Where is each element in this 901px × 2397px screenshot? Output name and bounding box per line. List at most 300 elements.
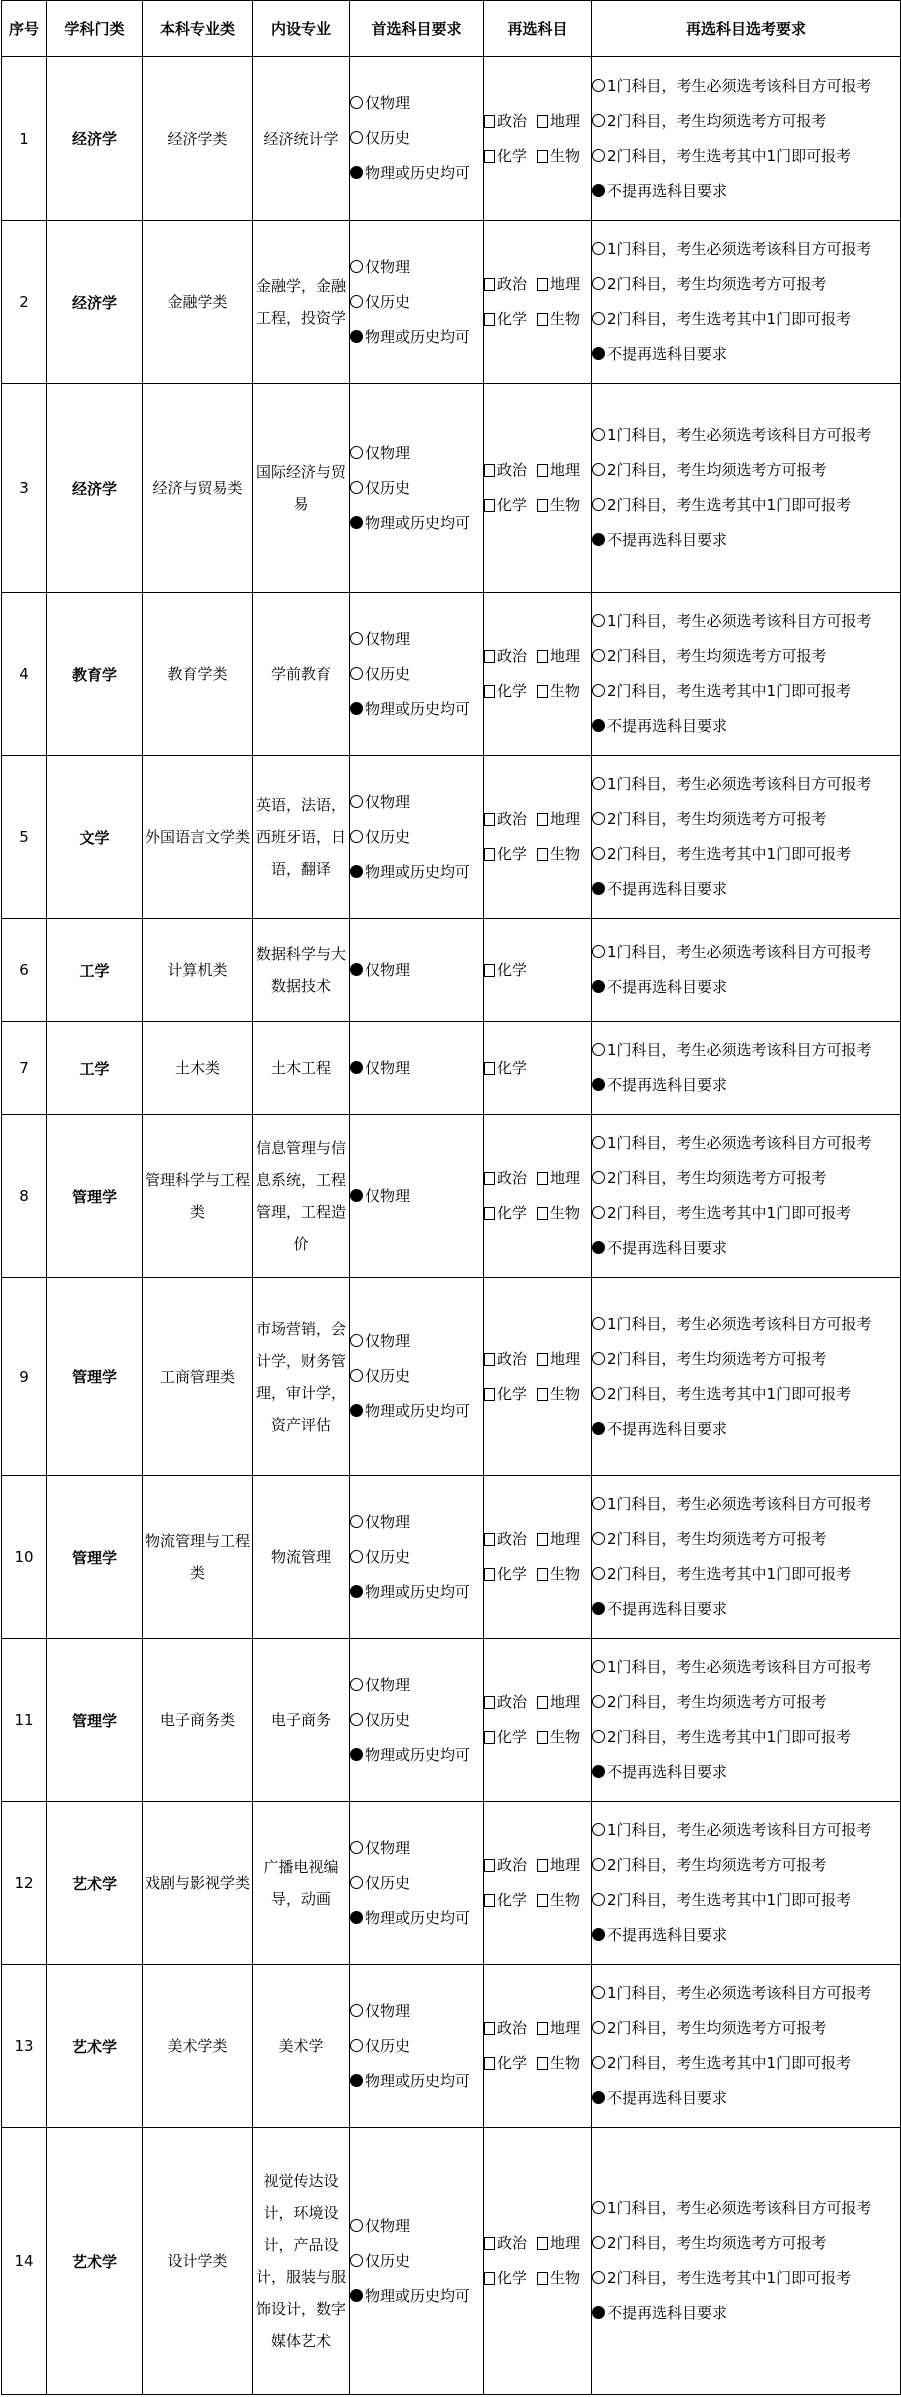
discipline-category: 管理学: [47, 1639, 143, 1802]
unselected-option-icon: [592, 2201, 605, 2214]
majors-list: 电子商务: [253, 1639, 350, 1802]
requirement-option: [592, 302, 900, 337]
elective-subject-label: 政治: [497, 111, 528, 130]
checkbox-icon: [537, 2057, 548, 2070]
major-class: 计算机类: [143, 919, 253, 1022]
table-row: [2, 1802, 901, 1965]
unselected-option-icon: [350, 1876, 363, 1889]
first-subject-option-label: 物理或历史均可: [365, 1745, 471, 1764]
requirement-option-label: 不提再选科目要求: [607, 1076, 728, 1094]
elective-subject-line: [484, 139, 591, 174]
elective-subject-label: 地理: [550, 111, 581, 130]
first-subject-option-label: 仅历史: [365, 1873, 411, 1892]
elective-subject-label: 生物: [550, 310, 581, 328]
checkbox-icon: [537, 1696, 548, 1709]
first-subject-option: [350, 436, 483, 471]
unselected-option-icon: [592, 463, 605, 476]
unselected-option-icon: [592, 2236, 605, 2249]
elective-subject-label: 化学: [497, 2054, 528, 2072]
selected-option-icon: [350, 702, 363, 715]
requirement-option-label: 不提再选科目要求: [607, 1419, 728, 1438]
first-subject-option: [350, 1359, 483, 1394]
elective-subjects: [484, 1476, 592, 1639]
selected-option-icon: [592, 347, 605, 360]
table-row: [2, 1115, 901, 1278]
first-subject-option-label: 仅历史: [365, 478, 411, 497]
discipline-category: 艺术学: [47, 1802, 143, 1965]
checkbox-icon: [537, 1388, 548, 1401]
checkbox-icon: [484, 2057, 495, 2070]
checkbox-icon: [484, 2237, 495, 2250]
discipline-category: 艺术学: [47, 1965, 143, 2128]
selected-option-icon: [592, 184, 605, 197]
checkbox-icon: [484, 813, 495, 826]
elective-subject-line: [484, 453, 591, 488]
requirement-option-label: 2门科目，考生均须选考方可报考: [607, 1349, 827, 1368]
elective-subject-label: 地理: [550, 1530, 581, 1548]
requirement-option-label: 1门科目，考生必须选考该科目方可报考: [607, 426, 872, 444]
requirement-option-label: 1门科目，考生必须选考该科目方可报考: [607, 1314, 872, 1333]
requirement-option-label: 1门科目，考生必须选考该科目方可报考: [607, 1821, 872, 1839]
elective-subject-line: [484, 953, 591, 988]
first-subject-option-label: 物理或历史均可: [365, 327, 471, 346]
requirement-option: [592, 837, 900, 872]
first-subject-option-label: 仅历史: [365, 1710, 411, 1729]
selected-option-icon: [350, 2074, 363, 2087]
elective-requirements: [592, 1639, 901, 1802]
unselected-option-icon: [592, 847, 605, 860]
elective-subject-label: 生物: [550, 1891, 581, 1909]
requirement-option-label: 2门科目，考生选考其中1门即可报考: [607, 845, 852, 863]
first-subject-option-label: 物理或历史均可: [365, 164, 471, 182]
first-subject-option-label: 仅物理: [365, 1512, 411, 1531]
row-index: 12: [2, 1802, 47, 1965]
discipline-category: 经济学: [47, 221, 143, 384]
unselected-option-icon: [350, 446, 363, 459]
unselected-option-icon: [350, 1713, 363, 1726]
elective-subjects: [484, 1022, 592, 1115]
first-subject-options: [350, 1022, 484, 1115]
first-subject-option: [350, 471, 483, 506]
row-index: 2: [2, 221, 47, 384]
requirement-option-label: 2门科目，考生均须选考方可报考: [607, 1693, 827, 1711]
first-subject-option: [350, 2244, 483, 2279]
elective-requirements: [592, 1278, 901, 1476]
elective-subject-label: 化学: [497, 845, 528, 863]
first-subject-option: [350, 1051, 483, 1086]
requirement-option: [592, 337, 900, 372]
table-row: [2, 57, 901, 221]
major-class: 土木类: [143, 1022, 253, 1115]
requirement-option-label: 1门科目，考生必须选考该科目方可报考: [607, 943, 872, 961]
checkbox-icon: [537, 685, 548, 698]
major-class: 金融学类: [143, 221, 253, 384]
unselected-option-icon: [592, 1893, 605, 1906]
checkbox-icon: [484, 650, 495, 663]
discipline-category: 教育学: [47, 593, 143, 756]
requirement-option: [592, 970, 900, 1005]
major-class: 美术学类: [143, 1965, 253, 2128]
requirement-option-label: 不提再选科目要求: [607, 2304, 728, 2322]
row-index: 3: [2, 384, 47, 593]
discipline-category: 经济学: [47, 384, 143, 593]
checkbox-icon: [484, 1353, 495, 1366]
unselected-option-icon: [592, 649, 605, 662]
elective-subject-line: [484, 1720, 591, 1755]
elective-subject-label: 地理: [550, 1856, 581, 1874]
elective-subjects: [484, 384, 592, 593]
selected-option-icon: [350, 1189, 363, 1202]
requirement-option: [592, 2296, 900, 2331]
elective-requirements: [592, 1115, 901, 1278]
requirement-option-label: 2门科目，考生均须选考方可报考: [607, 1169, 827, 1187]
requirement-option: [592, 767, 900, 802]
elective-subjects: [484, 1639, 592, 1802]
requirement-option: [592, 69, 900, 104]
elective-subject-label: 政治: [497, 275, 528, 293]
requirement-option-label: 不提再选科目要求: [607, 880, 728, 898]
first-subject-option-label: 仅历史: [365, 292, 411, 311]
elective-requirements: [592, 1965, 901, 2128]
elective-subject-line: [484, 104, 591, 139]
first-subject-option-label: 物理或历史均可: [365, 699, 471, 718]
elective-subject-label: 生物: [550, 1384, 581, 1403]
requirement-option-label: 2门科目，考生选考其中1门即可报考: [607, 310, 852, 328]
elective-subjects: [484, 221, 592, 384]
requirement-option-label: 不提再选科目要求: [607, 978, 728, 996]
requirement-option-label: 2门科目，考生均须选考方可报考: [607, 275, 827, 293]
requirement-option: [592, 1487, 900, 1522]
checkbox-icon: [484, 848, 495, 861]
first-subject-option-label: 物理或历史均可: [365, 513, 471, 532]
requirement-option: [592, 872, 900, 907]
requirement-option: [592, 1918, 900, 1953]
requirement-option: [592, 1412, 900, 1447]
selected-option-icon: [350, 1061, 363, 1074]
majors-list: 经济统计学: [253, 57, 350, 221]
majors-list: 信息管理与信息系统，工程管理，工程造价: [253, 1115, 350, 1278]
checkbox-icon: [537, 115, 548, 128]
requirement-option: [592, 1813, 900, 1848]
unselected-option-icon: [592, 1206, 605, 1219]
majors-list: 学前教育: [253, 593, 350, 756]
majors-list: 广播电视编导，动画: [253, 1802, 350, 1965]
checkbox-icon: [537, 313, 548, 326]
unselected-option-icon: [592, 1567, 605, 1580]
first-subject-option: [350, 2064, 483, 2099]
unselected-option-icon: [350, 131, 363, 144]
requirement-option: [592, 2046, 900, 2081]
checkbox-icon: [537, 499, 548, 512]
requirement-option: [592, 1033, 900, 1068]
elective-subject-line: [484, 1051, 591, 1086]
checkbox-icon: [537, 2272, 548, 2285]
unselected-option-icon: [592, 2056, 605, 2069]
checkbox-icon: [484, 150, 495, 163]
discipline-category: 文学: [47, 756, 143, 919]
elective-subject-label: 化学: [497, 1728, 528, 1746]
first-subject-options: [350, 2128, 484, 2395]
unselected-option-icon: [350, 2004, 363, 2017]
first-subject-option-label: 仅历史: [365, 2251, 411, 2270]
elective-subject-line: [484, 1522, 591, 1557]
header-major-class: 本科专业类: [143, 1, 253, 57]
selected-option-icon: [592, 533, 605, 546]
requirement-option: [592, 523, 900, 558]
requirement-option: [592, 104, 900, 139]
first-subject-options: [350, 1278, 484, 1476]
first-subject-option: [350, 1394, 483, 1429]
elective-subject-label: 政治: [497, 2234, 528, 2252]
elective-subject-line: [484, 1342, 591, 1377]
majors-list: 视觉传达设计，环境设计，产品设计，服装与服饰设计，数字媒体艺术: [253, 2128, 350, 2395]
elective-subjects: [484, 756, 592, 919]
discipline-category: 艺术学: [47, 2128, 143, 2395]
table-row: [2, 1278, 901, 1476]
majors-list: 市场营销，会计学，财务管理，审计学，资产评估: [253, 1278, 350, 1476]
unselected-option-icon: [592, 2021, 605, 2034]
requirement-option-label: 不提再选科目要求: [607, 1239, 728, 1257]
checkbox-icon: [484, 278, 495, 291]
elective-subject-line: [484, 2261, 591, 2296]
unselected-option-icon: [592, 1317, 605, 1330]
checkbox-icon: [537, 150, 548, 163]
checkbox-icon: [484, 115, 495, 128]
first-subject-options: [350, 593, 484, 756]
table-row: [2, 384, 901, 593]
major-class: 物流管理与工程类: [143, 1476, 253, 1639]
selected-option-icon: [350, 330, 363, 343]
row-index: 1: [2, 57, 47, 221]
unselected-option-icon: [592, 79, 605, 92]
checkbox-icon: [537, 1533, 548, 1546]
requirement-option-label: 2门科目，考生选考其中1门即可报考: [607, 1728, 852, 1746]
unselected-option-icon: [592, 1986, 605, 1999]
table-row: [2, 756, 901, 919]
selected-option-icon: [350, 1911, 363, 1924]
selected-option-icon: [592, 1765, 605, 1778]
elective-subject-label: 生物: [550, 2054, 581, 2072]
selected-option-icon: [350, 1748, 363, 1761]
first-subject-options: [350, 57, 484, 221]
elective-subject-label: 地理: [550, 810, 581, 828]
requirement-option: [592, 1231, 900, 1266]
unselected-option-icon: [350, 1334, 363, 1347]
requirement-option: [592, 1522, 900, 1557]
first-subject-option-label: 物理或历史均可: [365, 1402, 471, 1420]
first-subject-options: [350, 384, 484, 593]
elective-subject-label: 生物: [550, 146, 581, 165]
elective-subject-label: 地理: [550, 1169, 581, 1187]
elective-requirements: [592, 384, 901, 593]
unselected-option-icon: [350, 1369, 363, 1382]
elective-requirements: [592, 1802, 901, 1965]
major-class: 戏剧与影视学类: [143, 1802, 253, 1965]
unselected-option-icon: [592, 1352, 605, 1365]
unselected-option-icon: [592, 1660, 605, 1673]
selected-option-icon: [350, 1585, 363, 1598]
unselected-option-icon: [592, 812, 605, 825]
requirement-option: [592, 1377, 900, 1412]
first-subject-options: [350, 1802, 484, 1965]
first-subject-option: [350, 1668, 483, 1703]
requirement-option: [592, 709, 900, 744]
requirement-option: [592, 1650, 900, 1685]
checkbox-icon: [537, 848, 548, 861]
elective-subject-label: 生物: [550, 2269, 581, 2287]
discipline-category: 经济学: [47, 57, 143, 221]
first-subject-option-label: 仅物理: [365, 960, 411, 979]
elective-subject-line: [484, 674, 591, 709]
checkbox-icon: [484, 2272, 495, 2285]
checkbox-icon: [484, 1533, 495, 1546]
elective-subject-label: 政治: [497, 1693, 528, 1711]
selected-option-icon: [592, 1241, 605, 1254]
unselected-option-icon: [350, 295, 363, 308]
elective-subject-line: [484, 802, 591, 837]
elective-subject-label: 地理: [550, 1349, 581, 1368]
majors-list: 土木工程: [253, 1022, 350, 1115]
first-subject-option: [350, 250, 483, 285]
major-class: 设计学类: [143, 2128, 253, 2395]
elective-subject-line: [484, 639, 591, 674]
checkbox-icon: [537, 1207, 548, 1220]
elective-subject-line: [484, 2046, 591, 2081]
requirement-option: [592, 604, 900, 639]
selected-option-icon: [592, 1602, 605, 1615]
elective-subjects: [484, 593, 592, 756]
header-index: 序号: [2, 1, 47, 57]
selected-option-icon: [350, 166, 363, 179]
unselected-option-icon: [592, 1043, 605, 1056]
elective-subject-label: 地理: [550, 2019, 581, 2037]
first-subject-option-label: 物理或历史均可: [365, 2286, 471, 2305]
first-subject-option-label: 仅物理: [365, 257, 411, 276]
unselected-option-icon: [350, 1515, 363, 1528]
requirement-option: [592, 2191, 900, 2226]
requirement-option: [592, 2226, 900, 2261]
first-subject-option: [350, 1866, 483, 1901]
elective-subject-label: 化学: [497, 496, 528, 514]
unselected-option-icon: [350, 632, 363, 645]
requirement-option: [592, 1161, 900, 1196]
elective-subject-line: [484, 2226, 591, 2261]
requirement-option-label: 1门科目，考生必须选考该科目方可报考: [607, 1984, 872, 2002]
elective-requirements: [592, 593, 901, 756]
checkbox-icon: [484, 1172, 495, 1185]
requirement-option-label: 2门科目，考生均须选考方可报考: [607, 1530, 827, 1548]
first-subject-option: [350, 622, 483, 657]
selected-option-icon: [592, 719, 605, 732]
unselected-option-icon: [592, 277, 605, 290]
requirement-option: [592, 139, 900, 174]
elective-subjects: [484, 57, 592, 221]
unselected-option-icon: [350, 830, 363, 843]
first-subject-option: [350, 2029, 483, 2064]
first-subject-option: [350, 820, 483, 855]
unselected-option-icon: [592, 777, 605, 790]
selected-option-icon: [592, 2306, 605, 2319]
first-subject-options: [350, 756, 484, 919]
requirement-option-label: 1门科目，考生必须选考该科目方可报考: [607, 1134, 872, 1152]
requirement-option-label: 1门科目，考生必须选考该科目方可报考: [607, 1658, 872, 1676]
requirement-option-label: 1门科目，考生必须选考该科目方可报考: [607, 775, 872, 793]
checkbox-icon: [537, 1568, 548, 1581]
elective-subject-label: 生物: [550, 845, 581, 863]
requirement-option-label: 2门科目，考生均须选考方可报考: [607, 2234, 827, 2252]
unselected-option-icon: [350, 2219, 363, 2232]
elective-subject-label: 政治: [497, 2019, 528, 2037]
discipline-category: 管理学: [47, 1476, 143, 1639]
elective-requirements: [592, 756, 901, 919]
unselected-option-icon: [592, 2271, 605, 2284]
elective-subject-line: [484, 2011, 591, 2046]
checkbox-icon: [484, 685, 495, 698]
requirement-option: [592, 1976, 900, 2011]
discipline-category: 工学: [47, 919, 143, 1022]
header-category: 学科门类: [47, 1, 143, 57]
selected-option-icon: [592, 1422, 605, 1435]
requirement-option-label: 2门科目，考生选考其中1门即可报考: [607, 682, 852, 700]
requirement-option: [592, 639, 900, 674]
elective-subject-label: 化学: [497, 1204, 528, 1222]
requirement-option: [592, 802, 900, 837]
majors-list: 美术学: [253, 1965, 350, 2128]
requirement-option-label: 2门科目，考生选考其中1门即可报考: [607, 496, 852, 514]
major-class: 外国语言文学类: [143, 756, 253, 919]
first-subject-options: [350, 1639, 484, 1802]
checkbox-icon: [537, 1859, 548, 1872]
requirement-option-label: 1门科目，考生必须选考该科目方可报考: [607, 612, 872, 630]
unselected-option-icon: [592, 945, 605, 958]
table-row: [2, 1022, 901, 1115]
elective-subject-label: 政治: [497, 1169, 528, 1187]
major-class: 电子商务类: [143, 1639, 253, 1802]
selected-option-icon: [350, 2289, 363, 2302]
checkbox-icon: [484, 2022, 495, 2035]
elective-subject-label: 化学: [497, 310, 528, 328]
majors-list: 国际经济与贸易: [253, 384, 350, 593]
requirement-option: [592, 1848, 900, 1883]
requirement-option: [592, 1196, 900, 1231]
selected-option-icon: [350, 865, 363, 878]
requirement-option: [592, 1755, 900, 1790]
requirement-option-label: 2门科目，考生均须选考方可报考: [607, 2019, 827, 2037]
first-subject-option: [350, 121, 483, 156]
first-subject-option-label: 仅物理: [365, 792, 411, 811]
checkbox-icon: [484, 1207, 495, 1220]
requirement-option-label: 2门科目，考生选考其中1门即可报考: [607, 2054, 852, 2072]
header-elective-subjects: 再选科目: [484, 1, 592, 57]
first-subject-option-label: 物理或历史均可: [365, 1582, 471, 1601]
unselected-option-icon: [592, 428, 605, 441]
elective-subject-label: 生物: [550, 496, 581, 514]
checkbox-icon: [484, 1568, 495, 1581]
first-subject-option: [350, 657, 483, 692]
selected-option-icon: [350, 516, 363, 529]
unselected-option-icon: [350, 1550, 363, 1563]
first-subject-option-label: 仅物理: [365, 2216, 411, 2235]
selected-option-icon: [350, 1404, 363, 1417]
first-subject-option: [350, 1540, 483, 1575]
checkbox-icon: [537, 2022, 548, 2035]
elective-subject-line: [484, 1557, 591, 1592]
first-subject-option-label: 仅物理: [365, 1675, 411, 1694]
requirement-option-label: 2门科目，考生选考其中1门即可报考: [607, 1565, 852, 1583]
checkbox-icon: [537, 813, 548, 826]
elective-subject-label: 地理: [550, 2234, 581, 2252]
header-elective-requirements: 再选科目选考要求: [592, 1, 901, 57]
